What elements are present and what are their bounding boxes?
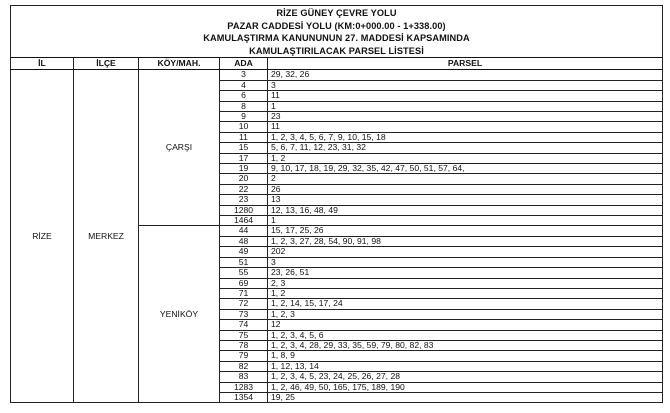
cell-ada: 69 [220,278,268,288]
cell-ada: 72 [220,299,268,309]
cell-ada: 79 [220,351,268,361]
title-road-section: PAZAR CADDESİ YOLU (KM:0+000.00 - 1+338.00) [227,20,446,31]
cell-ada: 15 [220,143,268,153]
cell-parsel: 2 [268,174,663,184]
cell-ada: 78 [220,340,268,350]
cell-parsel: 12, 13, 16, 48, 49 [268,205,663,215]
header-ilce: İLÇE [74,58,139,70]
cell-ada: 55 [220,268,268,278]
cell-ada: 82 [220,361,268,371]
cell-parsel: 2, 3 [268,278,663,288]
cell-koy: YENİKÖY [139,226,220,403]
parcel-table [10,57,663,403]
cell-ada: 19 [220,164,268,174]
cell-ada: 1464 [220,216,268,226]
cell-parsel: 1, 2 [268,288,663,298]
cell-parsel: 3 [268,257,663,267]
cell-parsel: 23 [268,112,663,122]
header-il: İL [11,58,74,70]
header-ada: ADA [220,58,268,70]
cell-parsel: 23, 26, 51 [268,268,663,278]
cell-parsel: 1, 2, 3, 4, 5, 6 [268,330,663,340]
header-row [11,58,663,70]
cell-parsel: 1, 2, 3, 4, 5, 6, 7, 9, 10, 15, 18 [268,132,663,142]
cell-il: RİZE [11,70,74,403]
cell-parsel: 9, 10, 17, 18, 19, 29, 32, 35, 42, 47, 50, 51, 57, 64, [268,164,663,174]
cell-ada: 6 [220,91,268,101]
cell-ada: 44 [220,226,268,236]
cell-ada: 20 [220,174,268,184]
cell-ada: 73 [220,309,268,319]
title-block [10,5,663,57]
cell-parsel: 1, 2, 3, 4, 28, 29, 33, 35, 59, 79, 80, 82, 83 [268,340,663,350]
cell-parsel: 1 [268,101,663,111]
table-body [11,70,663,403]
cell-ada: 48 [220,236,268,246]
cell-parsel: 12 [268,320,663,330]
cell-ada: 23 [220,195,268,205]
title-list-name: KAMULAŞTIRILACAK PARSEL LİSTESİ [249,45,424,56]
cell-ada: 3 [220,70,268,80]
cell-parsel: 5, 6, 7, 11, 12, 23, 31, 32 [268,143,663,153]
cell-parsel: 26 [268,184,663,194]
header-koy: KÖY/MAH. [139,58,220,70]
cell-ada: 51 [220,257,268,267]
title-law-article: KAMULAŞTIRMA KANUNUNUN 27. MADDESİ KAPSAMINDA [203,33,470,44]
cell-ada: 49 [220,247,268,257]
cell-ada: 9 [220,112,268,122]
cell-parsel: 29, 32, 26 [268,70,663,80]
cell-ada: 83 [220,372,268,382]
cell-parsel: 11 [268,91,663,101]
cell-ada: 71 [220,288,268,298]
cell-parsel: 1 [268,216,663,226]
cell-parsel: 3 [268,80,663,90]
cell-ada: 74 [220,320,268,330]
cell-parsel: 11 [268,122,663,132]
header-parsel: PARSEL [268,58,663,70]
cell-parsel: 1, 2, 14, 15, 17, 24 [268,299,663,309]
table-row [11,70,663,80]
cell-ada: 22 [220,184,268,194]
cell-ada: 4 [220,80,268,90]
cell-parsel: 1, 8, 9 [268,351,663,361]
cell-ada: 8 [220,101,268,111]
cell-ada: 1283 [220,382,268,392]
cell-ilce: MERKEZ [74,70,139,403]
cell-ada: 1280 [220,205,268,215]
cell-parsel: 1, 12, 13, 14 [268,361,663,371]
title-road-name: RİZE GÜNEY ÇEVRE YOLU [276,8,397,18]
cell-ada: 75 [220,330,268,340]
cell-ada: 1354 [220,392,268,402]
cell-parsel: 15, 17, 25, 26 [268,226,663,236]
cell-ada: 11 [220,132,268,142]
cell-koy: ÇARŞI [139,70,220,226]
parcel-list-document [10,5,663,403]
cell-ada: 10 [220,122,268,132]
cell-ada: 17 [220,153,268,163]
cell-parsel: 19, 25 [268,392,663,402]
cell-parsel: 1, 2, 3, 27, 28, 54, 90, 91, 98 [268,236,663,246]
cell-parsel: 13 [268,195,663,205]
cell-parsel: 1, 2 [268,153,663,163]
cell-parsel: 1, 2, 3, 4, 5, 23, 24, 25, 26, 27, 28 [268,372,663,382]
cell-parsel: 202 [268,247,663,257]
cell-parsel: 1, 2, 46, 49, 50, 165, 175, 189, 190 [268,382,663,392]
cell-parsel: 1, 2, 3 [268,309,663,319]
